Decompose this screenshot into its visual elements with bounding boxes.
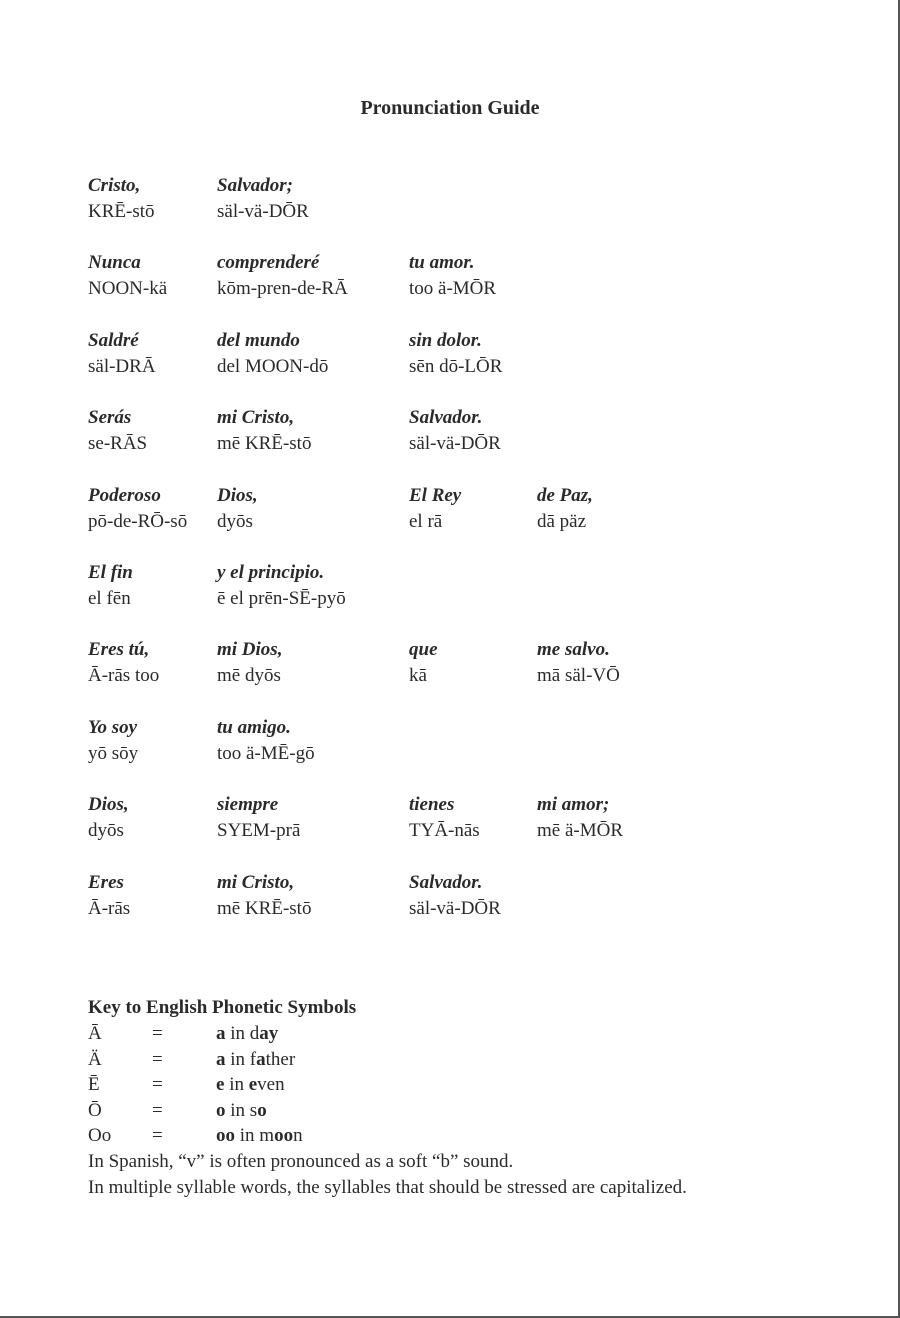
lyric-line [88, 483, 788, 509]
key-rows [88, 1021, 848, 1149]
key-example-text: in f [225, 1048, 257, 1070]
lyric-word: tienes [409, 794, 455, 816]
key-example-text: ven [257, 1074, 285, 1096]
lyric-line [88, 250, 788, 276]
lyric-line [88, 405, 788, 431]
key-row [88, 1021, 848, 1047]
lyric-word: Dios, [217, 484, 258, 506]
key-example-bold: a [216, 1023, 226, 1044]
key-example-bold: e [248, 1074, 258, 1096]
key-example-text: in [224, 1074, 249, 1096]
key-symbol: Ä [88, 1048, 102, 1070]
key-equals: = [152, 1125, 163, 1147]
phonetic-word: kā [409, 665, 427, 687]
phonetic-line [88, 586, 788, 612]
phonetic-line [88, 818, 788, 844]
key-equals: = [152, 1048, 163, 1070]
key-example-bold: oo [274, 1125, 294, 1147]
phonetic-line [88, 741, 788, 767]
key-example [216, 1072, 285, 1098]
phonetic-word: Ā-rās [88, 897, 131, 919]
lyric-word: Poderoso [88, 484, 161, 506]
lyric-line [88, 328, 788, 354]
phonetic-word: el rā [409, 510, 443, 532]
key-example-bold: o [216, 1099, 226, 1121]
lyric-word: me salvo. [537, 639, 610, 661]
stanza [88, 173, 788, 250]
lyric-word: Salvador. [409, 871, 483, 893]
lyric-word: siempre [217, 794, 279, 816]
phonetic-word: sēn dō-LŌR [409, 355, 503, 377]
lyric-word: Saldré [88, 329, 139, 351]
phonetic-word: mē KRĒ-stō [217, 897, 312, 919]
lyric-word: comprenderé [217, 252, 320, 274]
lyric-line [88, 792, 788, 818]
phonetic-word: KRĒ-stō [88, 201, 155, 222]
key-note-stress: In multiple syllable words, the syllables that should be stressed are capitalized. [88, 1176, 687, 1198]
key-example [216, 1123, 303, 1149]
lyric-word: mi Dios, [217, 639, 283, 661]
stanza [88, 792, 788, 869]
lyric-word: que [409, 639, 438, 661]
lyric-word: Eres [88, 871, 124, 893]
page-title: Pronunciation Guide [360, 97, 540, 119]
lyric-line [88, 715, 788, 741]
key-equals: = [152, 1099, 163, 1121]
lyric-word: tu amigo. [217, 716, 291, 738]
key-example-text: in m [235, 1125, 275, 1147]
phonetic-line [88, 509, 788, 535]
key-example-bold: e [216, 1074, 225, 1096]
phonetic-word: Ā-rās too [88, 665, 160, 687]
stanza [88, 870, 788, 947]
phonetic-line [88, 431, 788, 457]
phonetic-word: SYEM-prā [217, 820, 301, 842]
lyric-word: Eres tú, [88, 639, 150, 661]
phonetic-line [88, 354, 788, 380]
lyric-word: Nunca [88, 252, 141, 274]
phonetic-word: säl-vä-DŌR [217, 201, 309, 222]
phonetic-word: säl-DRĀ [88, 355, 156, 377]
lyric-word: Salvador. [409, 407, 483, 429]
stanza [88, 715, 788, 792]
phonetic-line [88, 276, 788, 302]
stanza [88, 560, 788, 637]
key-example-bold: oo [216, 1125, 235, 1147]
phonetic-line [88, 199, 788, 225]
phonetic-word: dā päz [537, 510, 587, 532]
phonetic-word: del MOON-dō [217, 355, 329, 377]
lyric-word: Cristo, [88, 175, 141, 196]
key-row [88, 1047, 848, 1073]
phonetic-word: mē KRĒ-stō [217, 433, 312, 455]
key-note-v-sound: In Spanish, “v” is often pronounced as a soft “b” sound. [88, 1150, 514, 1172]
stanza-list [88, 173, 788, 947]
key-equals: = [152, 1023, 163, 1044]
lyric-word: Yo soy [88, 716, 138, 738]
phonetic-word: säl-vä-DŌR [409, 433, 501, 455]
phonetic-word: säl-vä-DŌR [409, 897, 501, 919]
lyric-word: tu amor. [409, 252, 475, 274]
phonetic-word: mē ä-MŌR [537, 820, 624, 842]
lyric-word: El fin [88, 561, 133, 583]
key-symbol: Ā [88, 1023, 102, 1044]
key-title: Key to English Phonetic Symbols [88, 997, 357, 1018]
lyric-line [88, 870, 788, 896]
lyric-word: y el principio. [217, 561, 325, 583]
phonetic-word: se-RĀS [88, 433, 148, 455]
lyric-word: mi amor; [537, 794, 610, 816]
key-example-text: in s [225, 1099, 258, 1121]
stanza [88, 637, 788, 714]
lyric-word: sin dolor. [409, 329, 482, 351]
stanza [88, 250, 788, 327]
phonetic-word: mē dyōs [217, 665, 281, 687]
phonetic-line [88, 896, 788, 922]
lyric-word: Salvador; [217, 175, 293, 196]
phonetic-word: dyōs [217, 510, 253, 532]
key-example-bold: o [257, 1099, 267, 1121]
key-example-bold: ay [259, 1023, 279, 1044]
key-example-text: n [293, 1125, 303, 1147]
phonetic-line [88, 663, 788, 689]
phonetic-word: mā säl-VŌ [537, 665, 620, 687]
lyric-word: de Paz, [537, 484, 593, 506]
lyric-word: Dios, [88, 794, 129, 816]
key-equals: = [152, 1074, 163, 1096]
key-symbol: Ō [88, 1099, 102, 1121]
key-symbol: Ē [88, 1074, 100, 1096]
lyric-word: El Rey [409, 484, 462, 506]
phonetic-word: yō sōy [88, 742, 139, 764]
phonetic-word: ē el prēn-SĒ-pyō [217, 587, 346, 609]
phonetic-word: el fēn [88, 587, 131, 609]
lyric-word: Serás [88, 407, 132, 429]
stanza [88, 405, 788, 482]
phonetic-word: kōm-pren-de-RĀ [217, 278, 348, 300]
lyric-word: mi Cristo, [217, 871, 295, 893]
stanza [88, 483, 788, 560]
key-example-bold: a [256, 1048, 266, 1070]
key-row [88, 1098, 848, 1124]
lyric-line [88, 173, 788, 199]
phonetic-word: pō-de-RŌ-sō [88, 510, 188, 532]
phonetic-word: NOON-kä [88, 278, 168, 300]
key-example [216, 1021, 278, 1047]
key-symbol: Oo [88, 1125, 112, 1147]
key-row [88, 1072, 848, 1098]
stanza [88, 328, 788, 405]
phonetic-word: too ä-MĒ-gō [217, 742, 315, 764]
key-example [216, 1098, 267, 1124]
lyric-line [88, 560, 788, 586]
lyric-word: mi Cristo, [217, 407, 295, 429]
phonetic-word: dyōs [88, 820, 124, 842]
key-example-text: in d [225, 1023, 260, 1044]
phonetic-word: too ä-MŌR [409, 278, 497, 300]
lyric-line [88, 637, 788, 663]
phonetic-word: TYĀ-nās [409, 820, 480, 842]
key-example [216, 1047, 295, 1073]
key-example-bold: a [216, 1048, 226, 1070]
phonetic-key [88, 995, 848, 1201]
key-row [88, 1123, 848, 1149]
lyric-word: del mundo [217, 329, 300, 351]
key-example-text: ther [265, 1048, 296, 1070]
